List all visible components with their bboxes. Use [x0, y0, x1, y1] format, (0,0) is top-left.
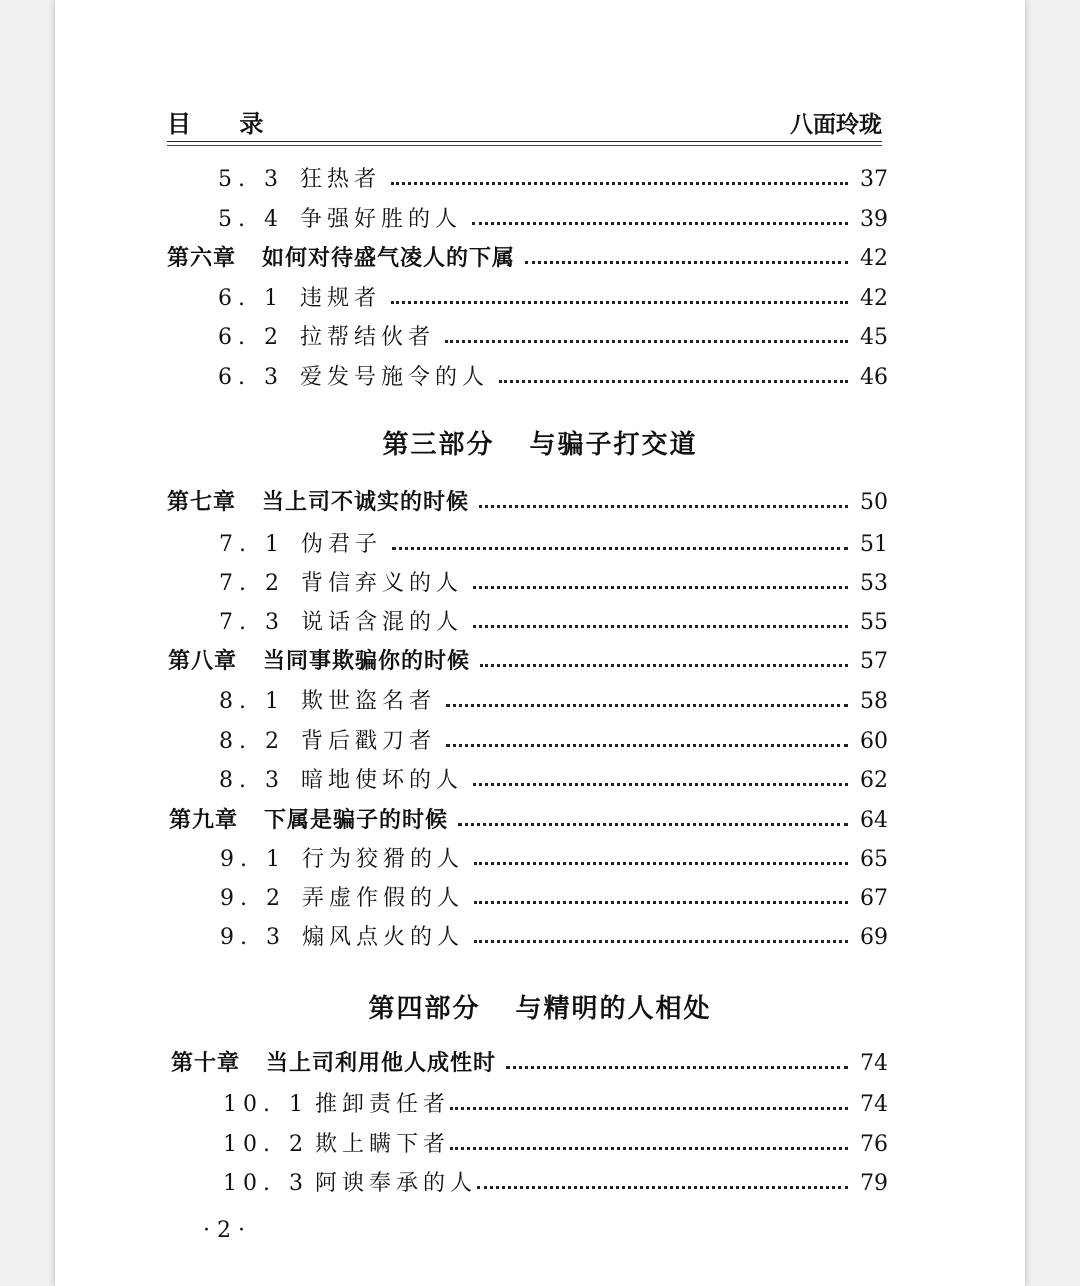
part-heading: 第四部分 与精明的人相处 — [368, 994, 712, 1024]
toc-entry-title: 欺世盗名者 — [301, 689, 437, 714]
table-of-contents — [55, 0, 1025, 1286]
leader-dots — [499, 380, 848, 383]
toc-chapter-entry — [171, 1048, 888, 1080]
leader-dots — [474, 901, 848, 904]
toc-entry — [220, 883, 888, 915]
leader-dots — [506, 1066, 848, 1069]
toc-entry-title: 行为狡猾的人 — [302, 847, 465, 872]
leader-dots — [450, 1107, 848, 1110]
toc-entry-title: 爱发号施令的人 — [300, 365, 490, 390]
toc-entry-title: 狂热者 — [300, 167, 382, 192]
toc-chapter-entry — [169, 805, 888, 837]
toc-entry-page: 67 — [860, 886, 888, 911]
leader-dots — [473, 783, 848, 786]
toc-entry-number: 5. 4 — [218, 207, 284, 232]
toc-entry-number: 8. 2 — [219, 729, 285, 754]
toc-entry — [219, 529, 888, 561]
toc-entry-page: 51 — [860, 532, 888, 557]
toc-entry-title: 推卸责任者 — [315, 1092, 451, 1117]
toc-entry-page: 55 — [860, 610, 888, 635]
leader-dots — [392, 547, 848, 550]
leader-dots — [450, 1147, 848, 1150]
toc-entry-number: 10. 3 — [223, 1171, 309, 1196]
toc-entry-title: 暗地使坏的人 — [301, 768, 464, 793]
toc-entry-number: 10. 2 — [223, 1132, 309, 1157]
leader-dots — [473, 625, 848, 628]
leader-dots — [446, 744, 848, 747]
leader-dots — [474, 940, 848, 943]
toc-entry — [218, 322, 888, 354]
toc-chapter-title: 当上司利用他人成性时 — [266, 1051, 497, 1076]
toc-chapter-title: 当同事欺骗你的时候 — [263, 649, 471, 674]
toc-chapter-number: 第八章 — [168, 649, 238, 674]
toc-chapter-number: 第十章 — [171, 1051, 241, 1076]
toc-entry-number: 6. 2 — [218, 325, 284, 350]
leader-dots — [477, 1186, 848, 1189]
toc-entry-page: 46 — [860, 365, 888, 390]
toc-entry-title: 说话含混的人 — [301, 610, 464, 635]
toc-entry-title: 弄虚作假的人 — [302, 886, 465, 911]
toc-entry-page: 42 — [860, 286, 888, 311]
toc-entry-title: 拉帮结伙者 — [300, 325, 436, 350]
toc-chapter-title: 如何对待盛气凌人的下属 — [262, 246, 516, 271]
toc-entry-title: 阿谀奉承的人 — [315, 1171, 478, 1196]
toc-entry-page: 58 — [860, 689, 888, 714]
leader-dots — [445, 340, 848, 343]
leader-dots — [479, 505, 848, 508]
toc-entry-page: 69 — [860, 925, 888, 950]
toc-chapter-entry — [167, 487, 888, 519]
toc-entry — [219, 726, 888, 758]
header-section-title: 目 录 — [167, 110, 284, 138]
toc-chapter-number: 第九章 — [169, 808, 239, 833]
toc-chapter-number: 第七章 — [167, 490, 237, 515]
toc-chapter-entry — [167, 243, 888, 275]
toc-entry — [220, 922, 888, 954]
toc-entry-number: 6. 1 — [218, 286, 284, 311]
document-page — [55, 0, 1025, 1286]
toc-entry-page: 65 — [860, 847, 888, 872]
toc-entry — [223, 1168, 888, 1200]
leader-dots — [472, 222, 848, 225]
toc-entry-title: 背后戳刀者 — [301, 729, 437, 754]
toc-entry-page: 39 — [860, 207, 888, 232]
toc-entry-number: 6. 3 — [218, 365, 284, 390]
toc-entry-page: 53 — [860, 571, 888, 596]
toc-entry-page: 42 — [860, 246, 888, 271]
toc-entry — [223, 1089, 888, 1121]
toc-entry-number: 9. 1 — [220, 847, 286, 872]
toc-entry-page: 60 — [860, 729, 888, 754]
toc-entry-page: 74 — [860, 1092, 888, 1117]
leader-dots — [391, 301, 848, 304]
toc-chapter-number: 第六章 — [167, 246, 237, 271]
header-book-title: 八面玲珑 — [790, 112, 882, 138]
toc-entry-page: 64 — [860, 808, 888, 833]
toc-entry-page: 45 — [860, 325, 888, 350]
toc-entry-number: 8. 3 — [219, 768, 285, 793]
leader-dots — [391, 182, 848, 185]
toc-entry-title: 争强好胜的人 — [300, 207, 463, 232]
toc-entry-page: 37 — [860, 167, 888, 192]
toc-entry-page: 79 — [860, 1171, 888, 1196]
toc-entry-title: 欺上瞒下者 — [315, 1132, 451, 1157]
toc-entry — [219, 568, 888, 600]
toc-entry-title: 煽风点火的人 — [302, 925, 465, 950]
toc-chapter-title: 下属是骗子的时候 — [264, 808, 449, 833]
toc-entry — [220, 844, 888, 876]
toc-entry-number: 7. 3 — [219, 610, 285, 635]
toc-entry-title: 伪君子 — [301, 532, 383, 557]
toc-entry — [218, 204, 888, 236]
toc-entry — [223, 1129, 888, 1161]
toc-chapter-entry — [168, 646, 888, 678]
leader-dots — [446, 704, 848, 707]
toc-entry — [218, 362, 888, 394]
toc-entry-number: 9. 2 — [220, 886, 286, 911]
toc-entry-page: 50 — [860, 490, 888, 515]
leader-dots — [458, 823, 848, 826]
toc-entry — [218, 283, 888, 315]
toc-chapter-title: 当上司不诚实的时候 — [262, 490, 470, 515]
toc-entry-title: 背信弃义的人 — [301, 571, 464, 596]
leader-dots — [473, 586, 848, 589]
toc-entry-number: 10. 1 — [223, 1092, 309, 1117]
toc-entry-number: 9. 3 — [220, 925, 286, 950]
part-heading: 第三部分 与骗子打交道 — [382, 430, 698, 460]
leader-dots — [525, 261, 848, 264]
leader-dots — [480, 664, 848, 667]
toc-entry-number: 7. 1 — [219, 532, 285, 557]
toc-entry — [219, 686, 888, 718]
toc-entry-page: 76 — [860, 1132, 888, 1157]
toc-entry-page: 57 — [860, 649, 888, 674]
toc-entry-page: 74 — [860, 1051, 888, 1076]
page-number: · 2 · — [203, 1218, 245, 1243]
toc-entry — [219, 765, 888, 797]
toc-entry-title: 违规者 — [300, 286, 382, 311]
toc-entry-number: 8. 1 — [219, 689, 285, 714]
toc-entry-number: 5. 3 — [218, 167, 284, 192]
leader-dots — [474, 862, 848, 865]
toc-entry-number: 7. 2 — [219, 571, 285, 596]
toc-entry — [218, 164, 888, 196]
toc-entry — [219, 607, 888, 639]
toc-entry-page: 62 — [860, 768, 888, 793]
